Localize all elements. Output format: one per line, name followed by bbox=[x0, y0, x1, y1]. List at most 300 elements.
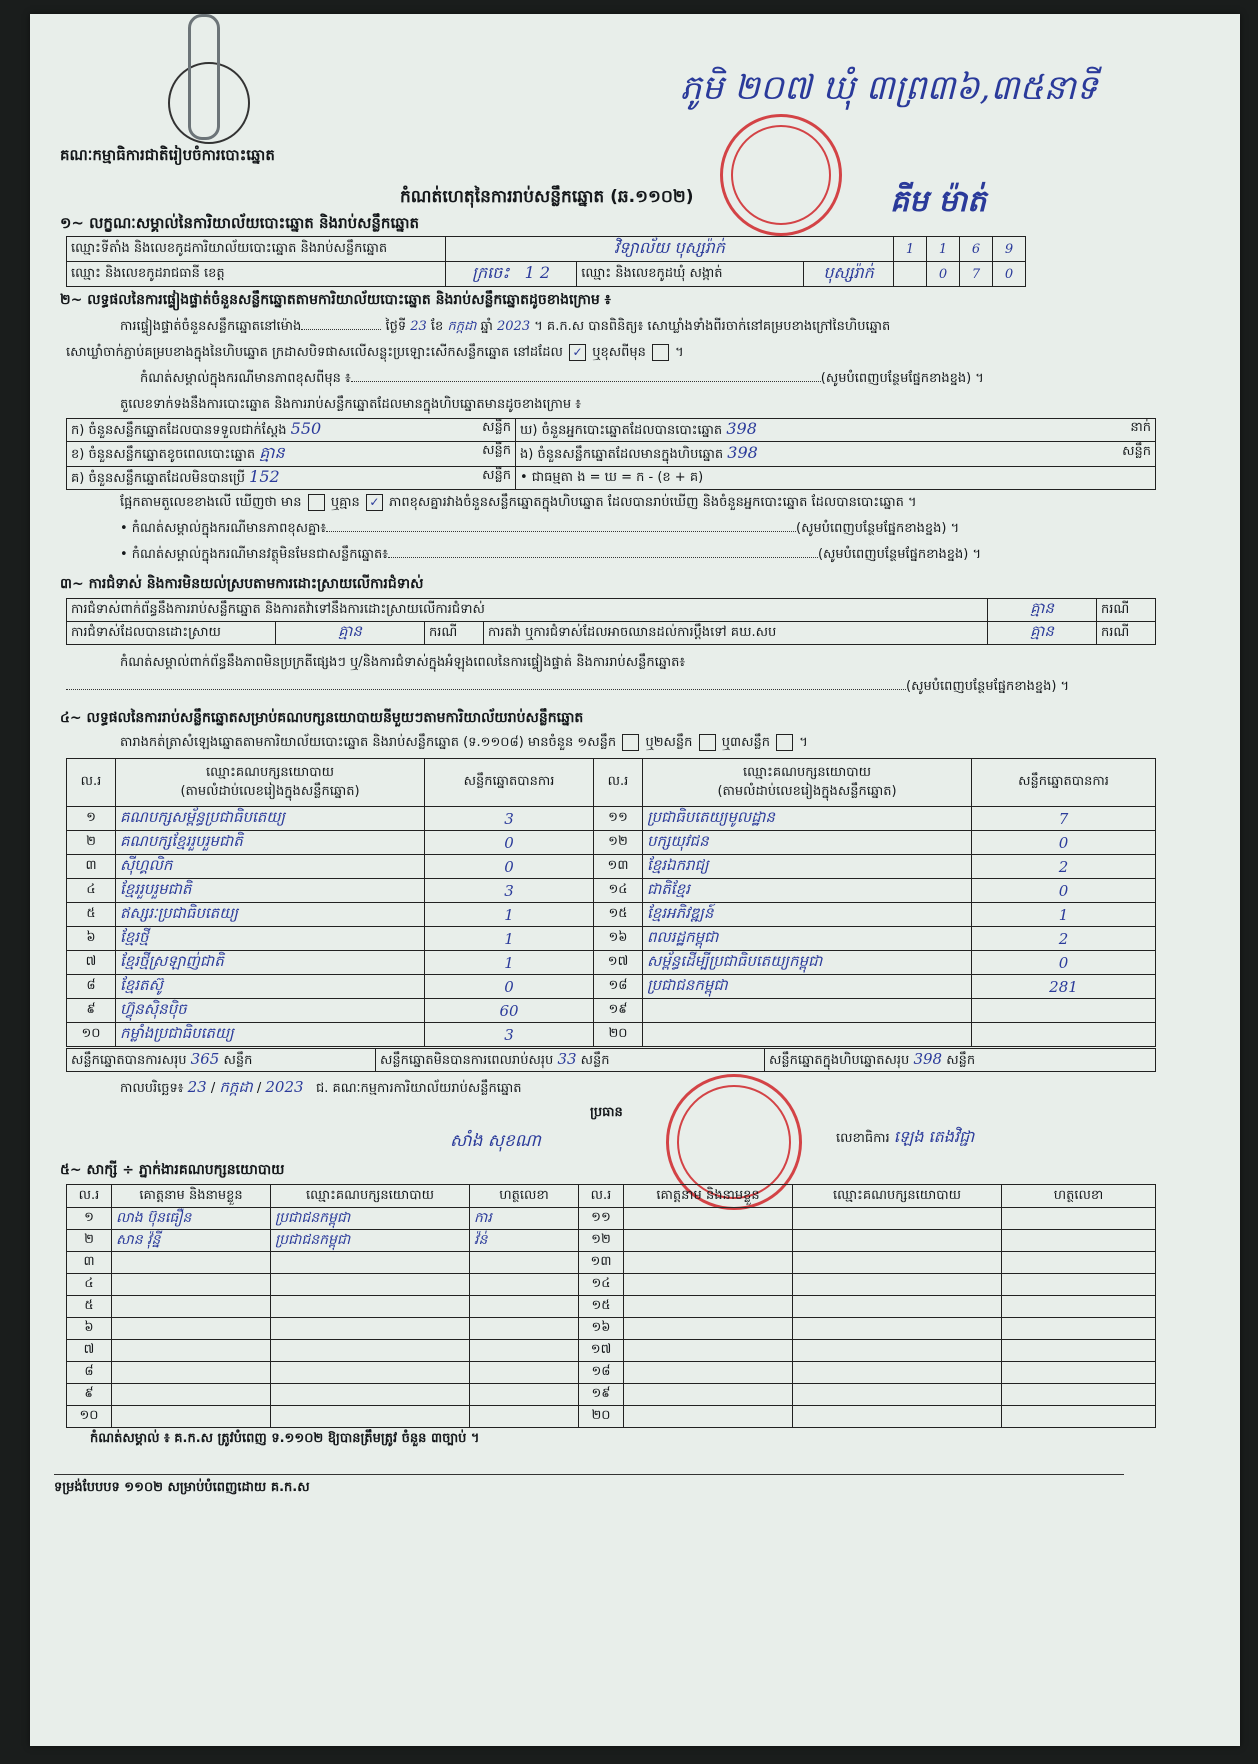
witness-party-right bbox=[793, 1296, 1002, 1318]
same-checkbox[interactable]: ✓ bbox=[569, 344, 586, 361]
party-votes-left: 0 bbox=[425, 975, 594, 999]
party-votes-right: 2 bbox=[972, 927, 1156, 951]
section2-intro: តួលេខទាក់ទងនឹងការបោះឆ្នោត និងការរាប់សន្លឹកឆ្នោតដែលមានក្នុងហិបឆ្នោតមានដូចខាងក្រោម ៖ bbox=[120, 397, 581, 412]
w-col-name-right: គោត្តនាម និងនាមខ្លួន bbox=[624, 1185, 793, 1208]
objection-row2-unit: ករណី bbox=[425, 622, 484, 645]
col-party-right-sub: (តាមលំដាប់លេខរៀងក្នុងសន្លឹកឆ្នោត) bbox=[717, 783, 897, 799]
table-row bbox=[67, 1208, 1156, 1230]
party-no-left: ២ bbox=[67, 831, 116, 855]
date-line: កាលបរិច្ឆេទ៖ 23 / កក្កដា / 2023 ជ. គណៈកម្មការការិយាល័យរាប់សន្លឹកឆ្នោត bbox=[120, 1078, 522, 1096]
party-name-right: ពលរដ្ឋកម្ពុជា bbox=[643, 927, 972, 951]
three-sheets-checkbox[interactable] bbox=[776, 734, 793, 751]
commune-code-2: 7 bbox=[960, 262, 993, 287]
form-title: កំណត់ហេតុនៃការរាប់សន្លឹកឆ្នោត (ឆ.១១០២) bbox=[400, 187, 694, 207]
witness-signature-right bbox=[1002, 1230, 1156, 1252]
committee-label: ជ. គណៈកម្មការការិយាល័យរាប់សន្លឹកឆ្នោត bbox=[315, 1081, 522, 1096]
witness-signature-right bbox=[1002, 1252, 1156, 1274]
section3-note: កំណត់សម្គាល់ពាក់ព័ន្ធនឹងភាពមិនប្រក្រតីផ្សេងៗ ឬ/និងការជំទាស់ក្នុងអំឡុងពេលនៃការផ្ទៀងផ្ទាត់ និងការរាប់សន្លឹកឆ្នោត៖ bbox=[120, 655, 686, 670]
signature-name: គីម ម៉ាត់ bbox=[890, 184, 987, 219]
witness-party-right bbox=[793, 1252, 1002, 1274]
witness-party: ប្រជាជនកម្ពុជា bbox=[271, 1208, 470, 1230]
party-name-right: ប្រជាជនកម្ពុជា bbox=[643, 975, 972, 999]
party-no-right: ១៨ bbox=[594, 975, 643, 999]
w-col-sign-left: ហត្ថលេខា bbox=[470, 1185, 579, 1208]
witness-signature bbox=[470, 1274, 579, 1296]
witness-name bbox=[112, 1274, 271, 1296]
col-party-left-sub: (តាមលំដាប់លេខរៀងក្នុងសន្លឹកឆ្នោត) bbox=[180, 783, 360, 799]
total-valid-value: 365 bbox=[190, 1049, 220, 1068]
witness-no-left: ១០ bbox=[67, 1406, 112, 1428]
witness-signature-right bbox=[1002, 1274, 1156, 1296]
location-label: ឈ្មោះទីតាំង និងលេខកូដការិយាល័យបោះឆ្នោត និងរាប់សន្លឹកឆ្នោត bbox=[67, 237, 446, 262]
difference-line bbox=[120, 494, 1220, 513]
party-no-right: ១១ bbox=[594, 807, 643, 831]
col-party-left-title: ឈ្មោះគណបក្សនយោបាយ bbox=[206, 764, 334, 780]
section2-heading: ២~ លទ្ធផលនៃការផ្ទៀងផ្ទាត់ចំនួនសន្លឹកឆ្នោតតាមការិយាល័យបោះឆ្នោត និងរាប់សន្លឹកឆ្នោតដូចខាងក្រោម ៖ bbox=[60, 292, 611, 308]
secretary-label: លេខាធិការ bbox=[836, 1131, 890, 1146]
col-votes-right: សន្លឹកឆ្នោតបានការ bbox=[972, 759, 1156, 807]
witness-no-left: ១ bbox=[67, 1208, 112, 1230]
party-name-left: ខ្មែរថ្មី bbox=[116, 927, 425, 951]
party-name-left: ឥស្សរៈប្រជាធិបតេយ្យ bbox=[116, 903, 425, 927]
day-value: 23 bbox=[410, 319, 427, 334]
row-nga-label bbox=[516, 442, 1156, 467]
total-invalid-cell bbox=[376, 1049, 765, 1072]
witness-signature: វ៉ន់ bbox=[470, 1230, 579, 1252]
party-name-left: ខ្មែររួបរួមជាតិ bbox=[116, 879, 425, 903]
chairman-label: ប្រធាន bbox=[590, 1105, 623, 1120]
objection-row2-label: ការជំទាស់ដែលបានដោះស្រាយ bbox=[67, 622, 276, 645]
witness-party-right bbox=[793, 1340, 1002, 1362]
has-difference-checkbox[interactable] bbox=[308, 494, 325, 511]
witness-name-right bbox=[624, 1362, 793, 1384]
witness-signature bbox=[470, 1406, 579, 1428]
year-value: 2023 bbox=[497, 319, 531, 334]
one-sheet-checkbox[interactable] bbox=[622, 734, 639, 751]
party-name-right: បក្សយុវជន bbox=[643, 831, 972, 855]
witness-party bbox=[271, 1318, 470, 1340]
w-col-no-right: ល.រ bbox=[579, 1185, 624, 1208]
year-label: ឆ្នាំ bbox=[480, 319, 493, 334]
party-no-left: ៦ bbox=[67, 927, 116, 951]
party-no-left: ៨ bbox=[67, 975, 116, 999]
witness-party bbox=[271, 1274, 470, 1296]
party-no-left: ១០ bbox=[67, 1023, 116, 1047]
no-difference-checkbox[interactable]: ✓ bbox=[366, 494, 383, 511]
party-no-left: ៩ bbox=[67, 999, 116, 1023]
party-name-right: ខ្មែរអភិវឌ្ឍន៍ bbox=[643, 903, 972, 927]
witness-signature bbox=[470, 1362, 579, 1384]
witness-no-right: ១៩ bbox=[579, 1384, 624, 1406]
date-label: កាលបរិច្ឆេទ៖ bbox=[120, 1081, 184, 1096]
party-votes-left: 3 bbox=[425, 807, 594, 831]
witness-signature bbox=[470, 1340, 579, 1362]
witness-party-right bbox=[793, 1230, 1002, 1252]
total-valid-label: សន្លឹកឆ្នោតបានការសរុប bbox=[71, 1052, 187, 1068]
witness-no-right: ១៤ bbox=[579, 1274, 624, 1296]
commune-code-blank bbox=[894, 262, 927, 287]
total-valid-unit: សន្លឹក bbox=[223, 1052, 253, 1068]
party-no-right: ១៩ bbox=[594, 999, 643, 1023]
col-party-right-title: ឈ្មោះគណបក្សនយោបាយ bbox=[743, 764, 871, 780]
party-no-right: ១២ bbox=[594, 831, 643, 855]
witness-party-right bbox=[793, 1384, 1002, 1406]
paper-clip bbox=[188, 14, 220, 140]
party-votes-left: 0 bbox=[425, 831, 594, 855]
unused-unit: សន្លឹក bbox=[482, 468, 511, 483]
formula-cell bbox=[516, 467, 1156, 490]
province-code-1: 1 bbox=[524, 263, 535, 282]
witness-party bbox=[271, 1296, 470, 1318]
invalid-object-note bbox=[120, 546, 1220, 565]
party-name-right: ប្រជាធិបតេយ្យមូលដ្ឋាន bbox=[643, 807, 972, 831]
difference-note-label: • កំណត់សម្គាល់ក្នុងករណីមានភាពខុសគ្នា៖ bbox=[120, 521, 327, 536]
two-sheets-checkbox[interactable] bbox=[699, 734, 716, 751]
subline-end: ។ bbox=[799, 735, 808, 750]
two-sheets-label: ឬ២សន្លឹក bbox=[645, 735, 693, 750]
party-votes-right: 0 bbox=[972, 879, 1156, 903]
table-row bbox=[67, 1384, 1156, 1406]
formula-text: • ជាធម្មតា ង = ឃ = ក - (ខ + គ) bbox=[520, 469, 704, 485]
witness-name bbox=[112, 1384, 271, 1406]
table-row bbox=[67, 999, 1156, 1023]
witness-signature-right bbox=[1002, 1384, 1156, 1406]
section1-heading: ១~ លក្ខណៈសម្គាល់នៃការិយាល័យបោះឆ្នោត និងរាប់សន្លឹកឆ្នោត bbox=[60, 214, 420, 232]
row-kho-label bbox=[516, 419, 1156, 442]
objection-table bbox=[66, 598, 1156, 645]
party-no-left: ៣ bbox=[67, 855, 116, 879]
location-value: វិទ្យាល័យ បុស្សរ៉ាក់ bbox=[446, 237, 894, 262]
footer-form: ទម្រង់បែបបទ ១១០២ សម្រាប់បំពេញដោយ គ.ក.ស bbox=[54, 1474, 1124, 1498]
witness-no-left: ២ bbox=[67, 1230, 112, 1252]
witness-party-right bbox=[793, 1274, 1002, 1296]
official-seal-top bbox=[720, 114, 842, 236]
secretary-name: ឡេង តេងវិជ្ជា bbox=[893, 1127, 975, 1146]
verify-time-label: ការផ្ទៀងផ្ទាត់ចំនួនសន្លឹកឆ្នោតនៅម៉ោង bbox=[120, 319, 302, 334]
province-code-2: 2 bbox=[539, 263, 551, 282]
table-row bbox=[67, 1230, 1156, 1252]
col-no-left: ល.រ bbox=[67, 759, 116, 807]
row-ko-label bbox=[67, 467, 516, 490]
witness-name-right bbox=[624, 1230, 793, 1252]
in-box-label: ង) ចំនួនសន្លឹកឆ្នោតដែលមានក្នុងហិបឆ្នោត bbox=[520, 447, 724, 462]
witness-signature-right bbox=[1002, 1406, 1156, 1428]
section2-line2 bbox=[66, 344, 684, 363]
received-unit: សន្លឹក bbox=[482, 420, 511, 435]
three-sheets-label: ឬ៣សន្លឹក bbox=[721, 735, 770, 750]
objection-row2-value2: គ្មាន bbox=[988, 622, 1097, 645]
witness-name-right bbox=[624, 1208, 793, 1230]
party-votes-right: 0 bbox=[972, 951, 1156, 975]
witness-party-right bbox=[793, 1318, 1002, 1340]
party-name-right bbox=[643, 1023, 972, 1047]
party-name-left: ខ្មែរថ្មីស្រឡាញ់ជាតិ bbox=[116, 951, 425, 975]
note-label: កំណត់សម្គាល់ក្នុងករណីមានភាពខុសពីមុន ៖ bbox=[140, 371, 351, 386]
date-year: 2023 bbox=[265, 1078, 304, 1096]
total-box-value: 398 bbox=[913, 1049, 943, 1068]
witness-no-right: ១៨ bbox=[579, 1362, 624, 1384]
party-votes-left: 60 bbox=[425, 999, 594, 1023]
witness-name bbox=[112, 1318, 271, 1340]
party-votes-left: 1 bbox=[425, 903, 594, 927]
party-votes-right: 0 bbox=[972, 831, 1156, 855]
table-row bbox=[67, 1023, 1156, 1047]
line-end: ។ bbox=[675, 345, 684, 360]
total-box-label: សន្លឹកឆ្នោតក្នុងហិបឆ្នោតសរុប bbox=[769, 1052, 910, 1068]
witness-party bbox=[271, 1252, 470, 1274]
witness-party bbox=[271, 1340, 470, 1362]
table-row bbox=[67, 1318, 1156, 1340]
witness-no-left: ៣ bbox=[67, 1252, 112, 1274]
unused-value: 152 bbox=[249, 467, 280, 486]
witness-name bbox=[112, 1406, 271, 1428]
party-no-left: ៤ bbox=[67, 879, 116, 903]
received-label: ក) ចំនួនសន្លឹកឆ្នោតដែលបានទទួលជាក់ស្តែង bbox=[71, 423, 287, 438]
difference-note bbox=[120, 520, 1220, 539]
difference-text-a: ផ្អែកតាមតួលេខខាងលើ ឃើញថា មាន bbox=[120, 495, 302, 510]
witness-party bbox=[271, 1362, 470, 1384]
party-votes-right: 1 bbox=[972, 903, 1156, 927]
party-name-right: សម្ព័ន្ធដើម្បីប្រជាធិបតេយ្យកម្ពុជា bbox=[643, 951, 972, 975]
party-name-left: គណបក្សសម្ព័ន្ធប្រជាធិបតេយ្យ bbox=[116, 807, 425, 831]
witness-signature-right bbox=[1002, 1208, 1156, 1230]
voters-unit: នាក់ bbox=[1130, 420, 1151, 435]
table-row bbox=[67, 1274, 1156, 1296]
ballot-count-table bbox=[66, 418, 1156, 490]
objection-row1-value: គ្មាន bbox=[988, 599, 1097, 622]
witness-no-right: ១៣ bbox=[579, 1252, 624, 1274]
witness-no-left: ៦ bbox=[67, 1318, 112, 1340]
party-votes-right: 2 bbox=[972, 855, 1156, 879]
party-votes-left: 1 bbox=[425, 951, 594, 975]
objection-row1-label: ការជំទាស់ពាក់ព័ន្ធនឹងការរាប់សន្លឹកឆ្នោត និងការតវ៉ាទៅនឹងការដោះស្រាយលើការជំទាស់ bbox=[67, 599, 988, 622]
voters-value: 398 bbox=[726, 419, 757, 438]
table-row bbox=[67, 951, 1156, 975]
w-col-party-left: ឈ្មោះគណបក្សនយោបាយ bbox=[271, 1185, 470, 1208]
col-no-right: ល.រ bbox=[594, 759, 643, 807]
witness-signature: ការ bbox=[470, 1208, 579, 1230]
table-row bbox=[67, 831, 1156, 855]
date-month: កក្កដា bbox=[219, 1078, 253, 1096]
section3-fill-line bbox=[66, 678, 1166, 697]
party-no-right: ១៦ bbox=[594, 927, 643, 951]
received-value: 550 bbox=[290, 419, 322, 438]
section2-note bbox=[140, 370, 1210, 389]
table-row bbox=[67, 975, 1156, 999]
location-code-4: 9 bbox=[993, 237, 1026, 262]
total-box-unit: សន្លឹក bbox=[946, 1052, 976, 1068]
witness-no-right: ២០ bbox=[579, 1406, 624, 1428]
commune-value: បុស្សរ៉ាក់ bbox=[804, 262, 894, 287]
total-valid-cell bbox=[67, 1049, 376, 1072]
witness-party bbox=[271, 1384, 470, 1406]
objection-row2-label2: ការតវ៉ា ឬការជំទាស់ដែលអាចឈានដល់ការប្តឹងទៅ គឃ.សប bbox=[484, 622, 988, 645]
total-invalid-value: 33 bbox=[557, 1049, 577, 1068]
province-name: ក្រចេះ bbox=[472, 263, 510, 282]
difference-text-c: ភាពខុសគ្នារវាងចំនួនសន្លឹកឆ្នោតក្នុងហិបឆ្នោត ដែលបានរាប់ឃើញ និងចំនួនអ្នកបោះឆ្នោត ដែលបានបោះឆ្នោត ។ bbox=[389, 495, 917, 510]
witness-name-right bbox=[624, 1406, 793, 1428]
objection-row2-value: គ្មាន bbox=[276, 622, 425, 645]
party-no-right: ២០ bbox=[594, 1023, 643, 1047]
section3-fill-hint: (សូមបំពេញបន្ថែមផ្នែកខាងខ្នង) ។ bbox=[906, 679, 1070, 694]
witness-signature bbox=[470, 1318, 579, 1340]
party-votes-left: 3 bbox=[425, 1023, 594, 1047]
party-name-left: ខ្មែរតស៊ូ bbox=[116, 975, 425, 999]
col-party-left bbox=[116, 759, 425, 807]
location-code-3: 6 bbox=[960, 237, 993, 262]
secretary-line bbox=[836, 1126, 974, 1150]
col-party-right bbox=[643, 759, 972, 807]
witness-signature bbox=[470, 1296, 579, 1318]
table-row bbox=[67, 855, 1156, 879]
fill-hint: (សូមបំពេញបន្ថែមផ្នែកខាងខ្នង) ។ bbox=[820, 371, 984, 386]
objection-row2-unit2: ករណី bbox=[1097, 622, 1156, 645]
witness-name-right bbox=[624, 1274, 793, 1296]
footer-note: កំណត់សម្គាល់ ៖ គ.ក.ស ត្រូវបំពេញ ទ.១១០២ ឱ្យបានត្រឹមត្រូវ ចំនួន ៣ច្បាប់ ។ bbox=[90, 1431, 480, 1446]
witness-no-left: ៩ bbox=[67, 1384, 112, 1406]
witness-no-right: ១៥ bbox=[579, 1296, 624, 1318]
unused-label: គ) ចំនួនសន្លឹកឆ្នោតដែលមិនបានប្រើ bbox=[71, 471, 245, 486]
witness-name bbox=[112, 1340, 271, 1362]
section1-table bbox=[66, 236, 1026, 287]
witness-signature-right bbox=[1002, 1296, 1156, 1318]
witness-no-left: ៤ bbox=[67, 1274, 112, 1296]
witness-name-right bbox=[624, 1384, 793, 1406]
spoiled-value: គ្មាន bbox=[259, 443, 285, 462]
party-votes-right bbox=[972, 1023, 1156, 1047]
row-kha-label bbox=[67, 442, 516, 467]
witness-table bbox=[66, 1184, 1156, 1428]
section2-line1 bbox=[120, 318, 1220, 337]
spoiled-label: ខ) ចំនួនសន្លឹកឆ្នោតខូចពេលបោះឆ្នោត bbox=[71, 447, 256, 462]
objection-row1-unit: ករណី bbox=[1097, 599, 1156, 622]
different-checkbox[interactable] bbox=[652, 344, 669, 361]
table-row bbox=[67, 1340, 1156, 1362]
party-name-right: ជាតិខ្មែរ bbox=[643, 879, 972, 903]
spoiled-unit: សន្លឹក bbox=[482, 443, 511, 458]
witness-signature bbox=[470, 1384, 579, 1406]
witness-name bbox=[112, 1252, 271, 1274]
witness-no-left: ៨ bbox=[67, 1362, 112, 1384]
party-votes-right bbox=[972, 999, 1156, 1023]
witness-party-right bbox=[793, 1362, 1002, 1384]
witness-no-right: ១៦ bbox=[579, 1318, 624, 1340]
province-label: ឈ្មោះ និងលេខកូដរាជធានី ខេត្ត bbox=[67, 262, 446, 287]
w-col-party-right: ឈ្មោះគណបក្សនយោបាយ bbox=[793, 1185, 1002, 1208]
party-no-right: ១៤ bbox=[594, 879, 643, 903]
commune-code-3: 0 bbox=[993, 262, 1026, 287]
difference-text-b: ឬគ្មាន bbox=[330, 495, 360, 510]
table-row bbox=[67, 1252, 1156, 1274]
witness-name: លាង ប៊ុនធឿន bbox=[112, 1208, 271, 1230]
party-no-left: ៧ bbox=[67, 951, 116, 975]
table-row bbox=[67, 903, 1156, 927]
section4-subline bbox=[120, 734, 808, 753]
witness-name bbox=[112, 1296, 271, 1318]
witness-signature-right bbox=[1002, 1318, 1156, 1340]
witness-party: ប្រជាជនកម្ពុជា bbox=[271, 1230, 470, 1252]
row-ka-label bbox=[67, 419, 516, 442]
witness-no-right: ១១ bbox=[579, 1208, 624, 1230]
witness-no-right: ១២ bbox=[579, 1230, 624, 1252]
witness-name-right bbox=[624, 1296, 793, 1318]
party-name-left: គណបក្សខ្មែររួបរួមជាតិ bbox=[116, 831, 425, 855]
party-votes-left: 1 bbox=[425, 927, 594, 951]
table-row bbox=[67, 927, 1156, 951]
party-name-left: ស៊ីហ្គលិក bbox=[116, 855, 425, 879]
witness-name bbox=[112, 1362, 271, 1384]
w-col-no-left: ល.រ bbox=[67, 1185, 112, 1208]
seal-check-text: សោឃ្លាំចាក់ភ្ជាប់គម្របខាងក្នុងនៃហិបឆ្នោត ក្រដាសបិទផាសលើសន្លុះប្រឡោះសើកសន្លឹកឆ្នោត នៅដដែល bbox=[66, 345, 563, 360]
witness-name-right bbox=[624, 1318, 793, 1340]
table-row bbox=[67, 1296, 1156, 1318]
verify-text: ។ គ.ក.ស បានពិនិត្យ៖ សោឃ្លាំងទាំងពីរចាក់នៅគម្របខាងក្រៅនៃហិបឆ្នោត bbox=[534, 319, 891, 334]
party-votes-right: 7 bbox=[972, 807, 1156, 831]
witness-party-right bbox=[793, 1406, 1002, 1428]
table-row bbox=[67, 1362, 1156, 1384]
witness-no-left: ៧ bbox=[67, 1340, 112, 1362]
witness-signature-right bbox=[1002, 1340, 1156, 1362]
in-box-value: 398 bbox=[727, 443, 758, 462]
witness-no-right: ១៧ bbox=[579, 1340, 624, 1362]
w-col-sign-right: ហត្ថលេខា bbox=[1002, 1185, 1156, 1208]
section4-heading: ៤~ លទ្ធផលនៃការរាប់សន្លឹកឆ្នោតសម្រាប់គណបក្សនយោបាយនីមួយៗតាមការិយាល័យរាប់សន្លឹកឆ្នោត bbox=[60, 710, 584, 726]
party-no-left: ១ bbox=[67, 807, 116, 831]
form-sheet bbox=[30, 14, 1240, 1746]
witness-name-right bbox=[624, 1252, 793, 1274]
party-votes-left: 3 bbox=[425, 879, 594, 903]
location-code-2: 1 bbox=[927, 237, 960, 262]
handwritten-time-note: ភូមិ ២០៧ ឃុំ ៣ព្រ៣៦,៣៥នាទី bbox=[680, 68, 1098, 108]
party-no-left: ៥ bbox=[67, 903, 116, 927]
date-day: 23 bbox=[187, 1078, 207, 1096]
day-label: ថ្ងៃទី bbox=[385, 319, 407, 334]
party-no-right: ១៧ bbox=[594, 951, 643, 975]
party-results-table bbox=[66, 758, 1156, 1047]
province-value bbox=[446, 262, 577, 287]
party-name-right bbox=[643, 999, 972, 1023]
party-votes-left: 0 bbox=[425, 855, 594, 879]
party-no-right: ១៣ bbox=[594, 855, 643, 879]
party-votes-right: 281 bbox=[972, 975, 1156, 999]
total-invalid-label: សន្លឹកឆ្នោតមិនបានការពេលរាប់សរុប bbox=[380, 1052, 554, 1068]
month-value: កក្កដា bbox=[447, 319, 477, 334]
chairman-name: សាំង សុខណា bbox=[450, 1131, 541, 1151]
total-invalid-unit: សន្លឹក bbox=[580, 1052, 610, 1068]
w-col-name-left: គោត្តនាម និងនាមខ្លួន bbox=[112, 1185, 271, 1208]
witness-name-right bbox=[624, 1340, 793, 1362]
party-name-left: ហ៊្វុនស៊ិនប៉ិច bbox=[116, 999, 425, 1023]
tally-sheets-text: តារាងកត់ត្រាសំឡេងឆ្នោតតាមការិយាល័យបោះឆ្នោត និងរាប់សន្លឹកឆ្នោត (ទ.១១០៨) មានចំនួន ១សន្លឹក bbox=[120, 735, 617, 750]
witness-party bbox=[271, 1406, 470, 1428]
party-name-right: ខ្មែរឯករាជ្យ bbox=[643, 855, 972, 879]
table-row bbox=[67, 1406, 1156, 1428]
fill-hint-2: (សូមបំពេញបន្ថែមផ្នែកខាងខ្នង) ។ bbox=[796, 521, 960, 536]
fill-hint-3: (សូមបំពេញបន្ថែមផ្នែកខាងខ្នង) ។ bbox=[817, 547, 982, 562]
different-label: ឬខុសពីមុន bbox=[592, 345, 646, 360]
witness-party-right bbox=[793, 1208, 1002, 1230]
commune-label: ឈ្មោះ និងលេខកូដឃុំ សង្កាត់ bbox=[577, 262, 804, 287]
witness-name: សាន វ៉ុន្នី bbox=[112, 1230, 271, 1252]
commune-code-1: 0 bbox=[927, 262, 960, 287]
totals-row bbox=[66, 1048, 1156, 1072]
party-name-left: កម្លាំងប្រជាធិបតេយ្យ bbox=[116, 1023, 425, 1047]
table-row bbox=[67, 807, 1156, 831]
total-box-cell bbox=[765, 1049, 1156, 1072]
witness-signature bbox=[470, 1252, 579, 1274]
in-box-unit: សន្លឹក bbox=[1122, 444, 1151, 459]
invalid-note-label: • កំណត់សម្គាល់ក្នុងករណីមានវត្ថុមិនមែនជាសន្លឹកឆ្នោត៖ bbox=[120, 547, 388, 562]
